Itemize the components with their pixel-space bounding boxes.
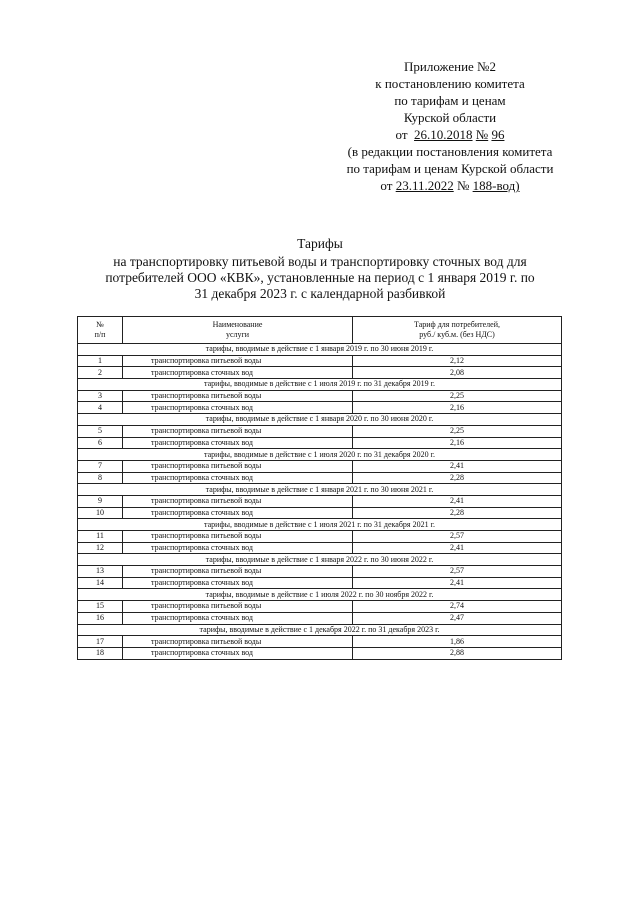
period-label: тарифы, вводимые в действие с 1 января 2021 г. по 30 июня 2021 г. xyxy=(78,484,562,496)
period-label: тарифы, вводимые в действие с 1 января 2020 г. по 30 июня 2020 г. xyxy=(78,414,562,426)
service-name: транспортировка сточных вод xyxy=(123,367,353,379)
row-number: 3 xyxy=(78,390,123,402)
document-title xyxy=(40,236,600,302)
header-decree-reference xyxy=(300,126,600,143)
service-name: транспортировка сточных вод xyxy=(123,402,353,414)
row-number: 1 xyxy=(78,355,123,367)
period-row xyxy=(78,624,562,636)
table-row xyxy=(78,531,562,543)
tariff-value: 2,57 xyxy=(353,531,562,543)
header-number xyxy=(78,317,123,344)
table-row xyxy=(78,437,562,449)
table-header-row xyxy=(78,317,562,344)
tariff-value: 2,74 xyxy=(353,601,562,613)
row-number: 2 xyxy=(78,367,123,379)
title-heading: Тарифы xyxy=(297,236,343,251)
period-label: тарифы, вводимые в действие с 1 января 2019 г. по 30 июня 2019 г. xyxy=(78,344,562,356)
tariff-table-body xyxy=(78,344,562,660)
period-label: тарифы, вводимые в действие с 1 января 2022 г. по 30 июня 2022 г. xyxy=(78,554,562,566)
document-header xyxy=(300,58,600,194)
tariff-value: 2,57 xyxy=(353,566,562,578)
header-line-6: (в редакции постановления комитета xyxy=(347,144,553,159)
tariff-table xyxy=(77,316,562,660)
tariff-value: 2,41 xyxy=(353,577,562,589)
service-name: транспортировка питьевой воды xyxy=(123,390,353,402)
table-row xyxy=(78,425,562,437)
service-name: транспортировка питьевой воды xyxy=(123,636,353,648)
row-number: 11 xyxy=(78,531,123,543)
tariff-value: 2,12 xyxy=(353,355,562,367)
service-name: транспортировка питьевой воды xyxy=(123,531,353,543)
header-tariff-line-1: Тариф для потребителей, xyxy=(414,320,500,329)
row-number: 9 xyxy=(78,495,123,507)
period-label: тарифы, вводимые в действие с 1 июля 2020 г. по 31 декабря 2020 г. xyxy=(78,449,562,461)
header-amendment-number: 188-вод) xyxy=(472,178,520,193)
header-appendix-label: Приложение №2 xyxy=(404,59,496,74)
service-name: транспортировка питьевой воды xyxy=(123,355,353,367)
table-row xyxy=(78,577,562,589)
header-tariff-line-2: руб./ куб.м. (без НДС) xyxy=(419,330,495,339)
header-decree-number: 96 xyxy=(491,127,505,142)
row-number: 4 xyxy=(78,402,123,414)
service-name: транспортировка питьевой воды xyxy=(123,425,353,437)
header-amendment-from-prefix: от xyxy=(380,178,393,193)
table-row xyxy=(78,460,562,472)
row-number: 6 xyxy=(78,437,123,449)
service-name: транспортировка сточных вод xyxy=(123,542,353,554)
service-name: транспортировка питьевой воды xyxy=(123,601,353,613)
row-number: 8 xyxy=(78,472,123,484)
header-line-2: к постановлению комитета xyxy=(375,76,525,91)
table-row xyxy=(78,402,562,414)
tariff-value: 1,86 xyxy=(353,636,562,648)
tariff-value: 2,88 xyxy=(353,647,562,659)
tariff-value: 2,41 xyxy=(353,495,562,507)
table-row xyxy=(78,566,562,578)
header-amendment-reference xyxy=(300,177,600,194)
title-line-4: 31 декабря 2023 г. с календарной разбивкой xyxy=(194,286,446,301)
period-row xyxy=(78,414,562,426)
row-number: 7 xyxy=(78,460,123,472)
period-row xyxy=(78,449,562,461)
service-name: транспортировка сточных вод xyxy=(123,577,353,589)
table-row xyxy=(78,507,562,519)
service-name: транспортировка сточных вод xyxy=(123,437,353,449)
period-label: тарифы, вводимые в действие с 1 декабря 2022 г. по 31 декабря 2023 г. xyxy=(78,624,562,636)
header-amendment-number-sign: № xyxy=(456,178,470,193)
period-row xyxy=(78,379,562,391)
period-row xyxy=(78,554,562,566)
tariff-value: 2,16 xyxy=(353,437,562,449)
tariff-value: 2,28 xyxy=(353,472,562,484)
tariff-value: 2,41 xyxy=(353,542,562,554)
header-number-line-1: № xyxy=(96,320,104,329)
service-name: транспортировка питьевой воды xyxy=(123,566,353,578)
tariff-value: 2,08 xyxy=(353,367,562,379)
service-name: транспортировка питьевой воды xyxy=(123,495,353,507)
row-number: 13 xyxy=(78,566,123,578)
period-label: тарифы, вводимые в действие с 1 июля 2022 г. по 30 ноября 2022 г. xyxy=(78,589,562,601)
header-line-4: Курской области xyxy=(403,110,497,125)
row-number: 5 xyxy=(78,425,123,437)
header-service-line-2: услуги xyxy=(225,330,250,339)
table-row xyxy=(78,355,562,367)
row-number: 16 xyxy=(78,612,123,624)
header-line-3: по тарифам и ценам xyxy=(394,93,506,108)
tariff-value: 2,47 xyxy=(353,612,562,624)
tariff-value: 2,25 xyxy=(353,425,562,437)
header-number-line-2: п/п xyxy=(94,330,106,339)
table-row xyxy=(78,495,562,507)
service-name: транспортировка сточных вод xyxy=(123,647,353,659)
title-line-3: потребителей ООО «КВК», установленные на период с 1 января 2019 г. по xyxy=(105,270,535,285)
service-name: транспортировка сточных вод xyxy=(123,612,353,624)
header-service-line-1: Наименование xyxy=(212,320,263,329)
row-number: 17 xyxy=(78,636,123,648)
row-number: 14 xyxy=(78,577,123,589)
header-service-name xyxy=(123,317,353,344)
service-name: транспортировка питьевой воды xyxy=(123,460,353,472)
table-row xyxy=(78,647,562,659)
service-name: транспортировка сточных вод xyxy=(123,507,353,519)
period-row xyxy=(78,344,562,356)
table-row xyxy=(78,636,562,648)
period-label: тарифы, вводимые в действие с 1 июля 2019 г. по 31 декабря 2019 г. xyxy=(78,379,562,391)
table-row xyxy=(78,542,562,554)
row-number: 15 xyxy=(78,601,123,613)
header-from-prefix: от xyxy=(395,127,408,142)
header-amendment-date: 23.11.2022 xyxy=(395,178,454,193)
header-decree-date: 26.10.2018 xyxy=(414,127,473,142)
period-label: тарифы, вводимые в действие с 1 июля 2021 г. по 31 декабря 2021 г. xyxy=(78,519,562,531)
tariff-value: 2,41 xyxy=(353,460,562,472)
period-row xyxy=(78,484,562,496)
title-line-2: на транспортировку питьевой воды и транспортировку сточных вод для xyxy=(113,254,527,269)
table-row xyxy=(78,612,562,624)
row-number: 18 xyxy=(78,647,123,659)
table-row xyxy=(78,367,562,379)
tariff-value: 2,25 xyxy=(353,390,562,402)
table-row xyxy=(78,472,562,484)
table-row xyxy=(78,601,562,613)
tariff-value: 2,16 xyxy=(353,402,562,414)
table-row xyxy=(78,390,562,402)
header-line-7: по тарифам и ценам Курской области xyxy=(346,161,554,176)
header-tariff xyxy=(353,317,562,344)
header-decree-number-sign: № xyxy=(475,127,489,142)
service-name: транспортировка сточных вод xyxy=(123,472,353,484)
period-row xyxy=(78,519,562,531)
tariff-value: 2,28 xyxy=(353,507,562,519)
row-number: 10 xyxy=(78,507,123,519)
period-row xyxy=(78,589,562,601)
row-number: 12 xyxy=(78,542,123,554)
